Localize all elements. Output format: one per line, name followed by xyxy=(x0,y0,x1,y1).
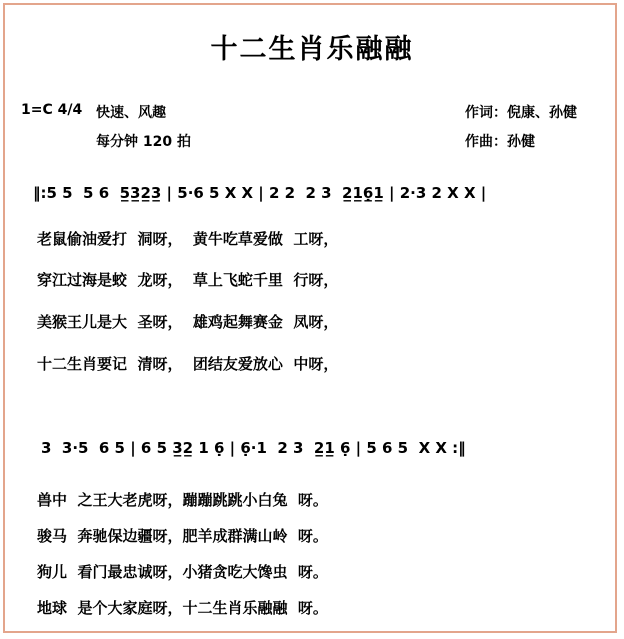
lyric-line-1-verse-1: 老鼠偷油爱打 洞呀， 黄牛吃草爱做 工呀， xyxy=(37,230,339,248)
song-title: 十二生肖乐融融 xyxy=(210,34,414,65)
composer-credit: 作曲：孙健 xyxy=(465,134,535,150)
tempo-bpm: 每分钟 120 拍 xyxy=(96,134,191,150)
music-sheet xyxy=(3,3,617,633)
lyricist-credit: 作词：倪康、孙健 xyxy=(465,105,577,121)
lyric-line-2-verse-1: 兽中 之王大老虎呀，蹦蹦跳跳小白兔 呀。 xyxy=(37,491,328,509)
lyric-line-1-verse-2: 穿江过海是蛟 龙呀， 草上飞蛇千里 行呀， xyxy=(37,271,339,289)
tempo-description: 快速、风趣 xyxy=(96,105,166,121)
lyric-line-1-verse-4: 十二生肖要记 清呀， 团结友爱放心 中呀， xyxy=(37,355,339,373)
lyric-line-2-verse-4: 地球 是个大家庭呀，十二生肖乐融融 呀。 xyxy=(37,599,328,617)
key-time-signature: 1=C 4/4 xyxy=(21,102,83,118)
lyric-line-1-verse-3: 美猴王儿是大 圣呀， 雄鸡起舞赛金 凤呀， xyxy=(37,313,339,331)
lyric-line-2-verse-3: 狗儿 看门最忠诚呀，小猪贪吃大馋虫 呀。 xyxy=(37,563,328,581)
notation-line-1: ‖:5 5 5 6 5̲3̲2̲3̲ | 5·6 5 X X | 2 2 2 3 2̲1̲6̣̲1̲ | 2·3 2 X X | xyxy=(33,184,487,202)
lyric-line-2-verse-2: 骏马 奔驰保边疆呀，肥羊成群满山岭 呀。 xyxy=(37,527,328,545)
notation-line-2: 3 3·5 6 5 | 6 5 3̲2̲ 1 6̣ | 6̣·1 2 3 2̲1̲ 6̣ | 5 6 5 X X :‖ xyxy=(41,439,466,457)
